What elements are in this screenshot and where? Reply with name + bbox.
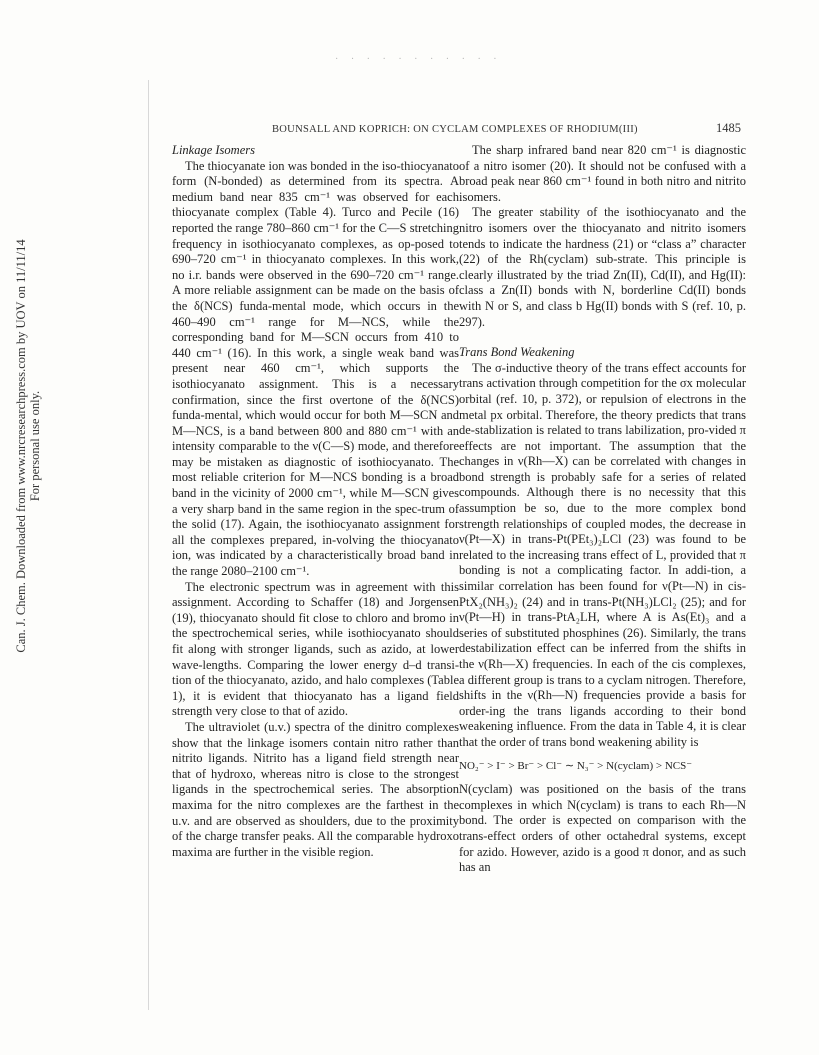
download-watermark-line2: For personal use only. bbox=[28, 390, 42, 502]
paragraph: The thiocyanate ion was bonded in the iso-thiocyanato form (N-bonded) as determined from its spectra. A medium band near 835 cm⁻¹ was observed for each thiocyanate complex (Table 4). Turco and Pecile (16) reported the range 780–860 cm⁻¹ for the C—S stretching frequency in isothiocyanato complexes, as op-posed to 690–720 cm⁻¹ in thiocyanato complexes. In this work, no i.r. bands were observed in the 690–720 cm⁻¹ range. A more reliable assignment can be made on the basis of the δ(NCS) funda-mental mode, which occurs in the 460–490 cm⁻¹ range for M—NCS, while the corresponding band for M—SCN occurs from 410 to 440 cm⁻¹ (16). In this work, a single weak band was present near 460 cm⁻¹, which supports the isothiocyanato assignment. This is a necessary confirmation, since the first overtone of the δ(NCS) funda-mental, which would occur for both M—SCN and M—NCS, is a band between 800 and 880 cm⁻¹ with an intensity comparable to the ν(C—S) mode, and therefore may be mistaken as diagnostic of isothiocyanato. The most reliable criterion for M—NCS bonding is a broad band in the vicinity of 2000 cm⁻¹, while M—SCN gives a very sharp band in the same region in the spec-trum of the solid (17). Again, the isothiocyanato assignment for all the complexes prepared, in-volving the thiocyanato ion, was indicated by a characteristically broad band in the range 2080–2100 cm⁻¹. bbox=[172, 158, 459, 579]
trans-order-formula: NO₂⁻ > I⁻ > Br⁻ > Cl⁻ ∼ N₃⁻ > N(cyclam) > NCS⁻ bbox=[459, 759, 693, 772]
paragraph: The ultraviolet (u.v.) spectra of the dinitro complexes show that the linkage isomers contain nitro rather than nitrito ligands. Nitrito has a ligand field strength near that of hydroxo, whereas nitro is close to the strongest ligands in the spectrochemical series. The absorption maxima for the nitro complexes are the farthest in the u.v. and are observed as shoulders, due to the proximity of the charge transfer peaks. All the comparable hydroxo maxima are further in the visible region. bbox=[172, 719, 459, 859]
page-number: 1485 bbox=[716, 121, 741, 135]
download-watermark-line1: Can. J. Chem. Downloaded from www.nrcresearchpress.com by UOV on 11/11/14 bbox=[14, 239, 28, 653]
section-heading-linkage-isomers: Linkage Isomers bbox=[172, 143, 255, 157]
paragraph: The electronic spectrum was in agreement with this assignment. According to Schaffer (18) and Jorgensen (19), thiocyanato should fit close to chloro and bromo in the spectrochemical series, while isothiocyanato should fit along with stronger ligands, such as azido, at lower wave-lengths. Comparing the lower energy d–d transi-tion of the thiocyanato, azido, and halo complexes (Table 1), it is evident that thiocyanato has a ligand field strength very close to that of azido. bbox=[172, 579, 459, 719]
right-column bbox=[459, 143, 746, 876]
download-watermark bbox=[14, 166, 42, 726]
paragraph: N(cyclam) was positioned on the basis of the trans complexes in which N(cyclam) is trans to each Rh—N bond. The order is expected on comparison with the trans-effect orders of other octahedral systems, except for azido. However, azido is a good π donor, and as such has an bbox=[459, 782, 746, 875]
page-margin-rule bbox=[148, 80, 149, 1010]
paragraph: The sharp infrared band near 820 cm⁻¹ is diagnostic of a nitro isomer (20). It should not be confused with a broad peak near 860 cm⁻¹ found in both nitro and nitrito isomers. bbox=[459, 143, 746, 204]
running-head: BOUNSALL AND KOPRICH: ON CYCLAM COMPLEXES OF RHODIUM(III) bbox=[272, 124, 638, 135]
paragraph: The σ-inductive theory of the trans effect accounts for trans activation through competition for the σx molecular orbital (ref. 10, p. 372), or repulsion of electrons in the metal px orbital. Therefore, the theory predicts that trans de-stablization is related to trans labilization, pro-vided π effects are not important. The assumption that the changes in ν(Rh—X) can be correlated with changes in bond strength is probably safe for a series of related compounds. Although there is no necessity that this assumption be so, due to the more complex bond strength relationships of coupled modes, the decrease in ν(Pt—X) in trans-Pt(PEt₃)₂LCl (23) was found to be related to the increasing trans effect of L, provided that π bonding is not a complicating factor. In addi-tion, a similar correlation has been found for ν(Pt—N) in cis-PtX₂(NH₃)₂ (24) and in trans-Pt(NH₃)LCl₂ (25); and for ν(Pt—H) in trans-PtA₂LH, where A is As(Et)₃ and a series of substituted phosphines (26). Similarly, the trans destabilization effect can be inferred from the shifts in the ν(Rh—X) frequencies. In each of the cis complexes, a different group is trans to a cyclam nitrogen. Therefore, shifts in the ν(Rh—N) frequencies provide a basis for order-ing the trans ligands according to their bond weakening influence. From the data in Table 4, it is clear that the order of trans bond weakening ability is bbox=[459, 360, 746, 749]
left-column bbox=[172, 143, 459, 860]
paragraph: The greater stability of the isothiocyanato and the nitro isomers over the thiocyanato and nitrito isomers tends to indicate the hardness (21) or “class a” character (22) of the Rh(cyclam) sub-strate. This principle is clearly illustrated by the triad Zn(II), Cd(II), and Hg(II): class a Zn(II) bonds with N, borderline Cd(II) bonds with N or S, and class b Hg(II) bonds with S (ref. 10, p. 297). bbox=[459, 205, 746, 329]
scan-artifact-dots: · · · · · · · · · · · bbox=[335, 54, 502, 65]
section-heading-trans-bond-weakening: Trans Bond Weakening bbox=[459, 345, 575, 360]
